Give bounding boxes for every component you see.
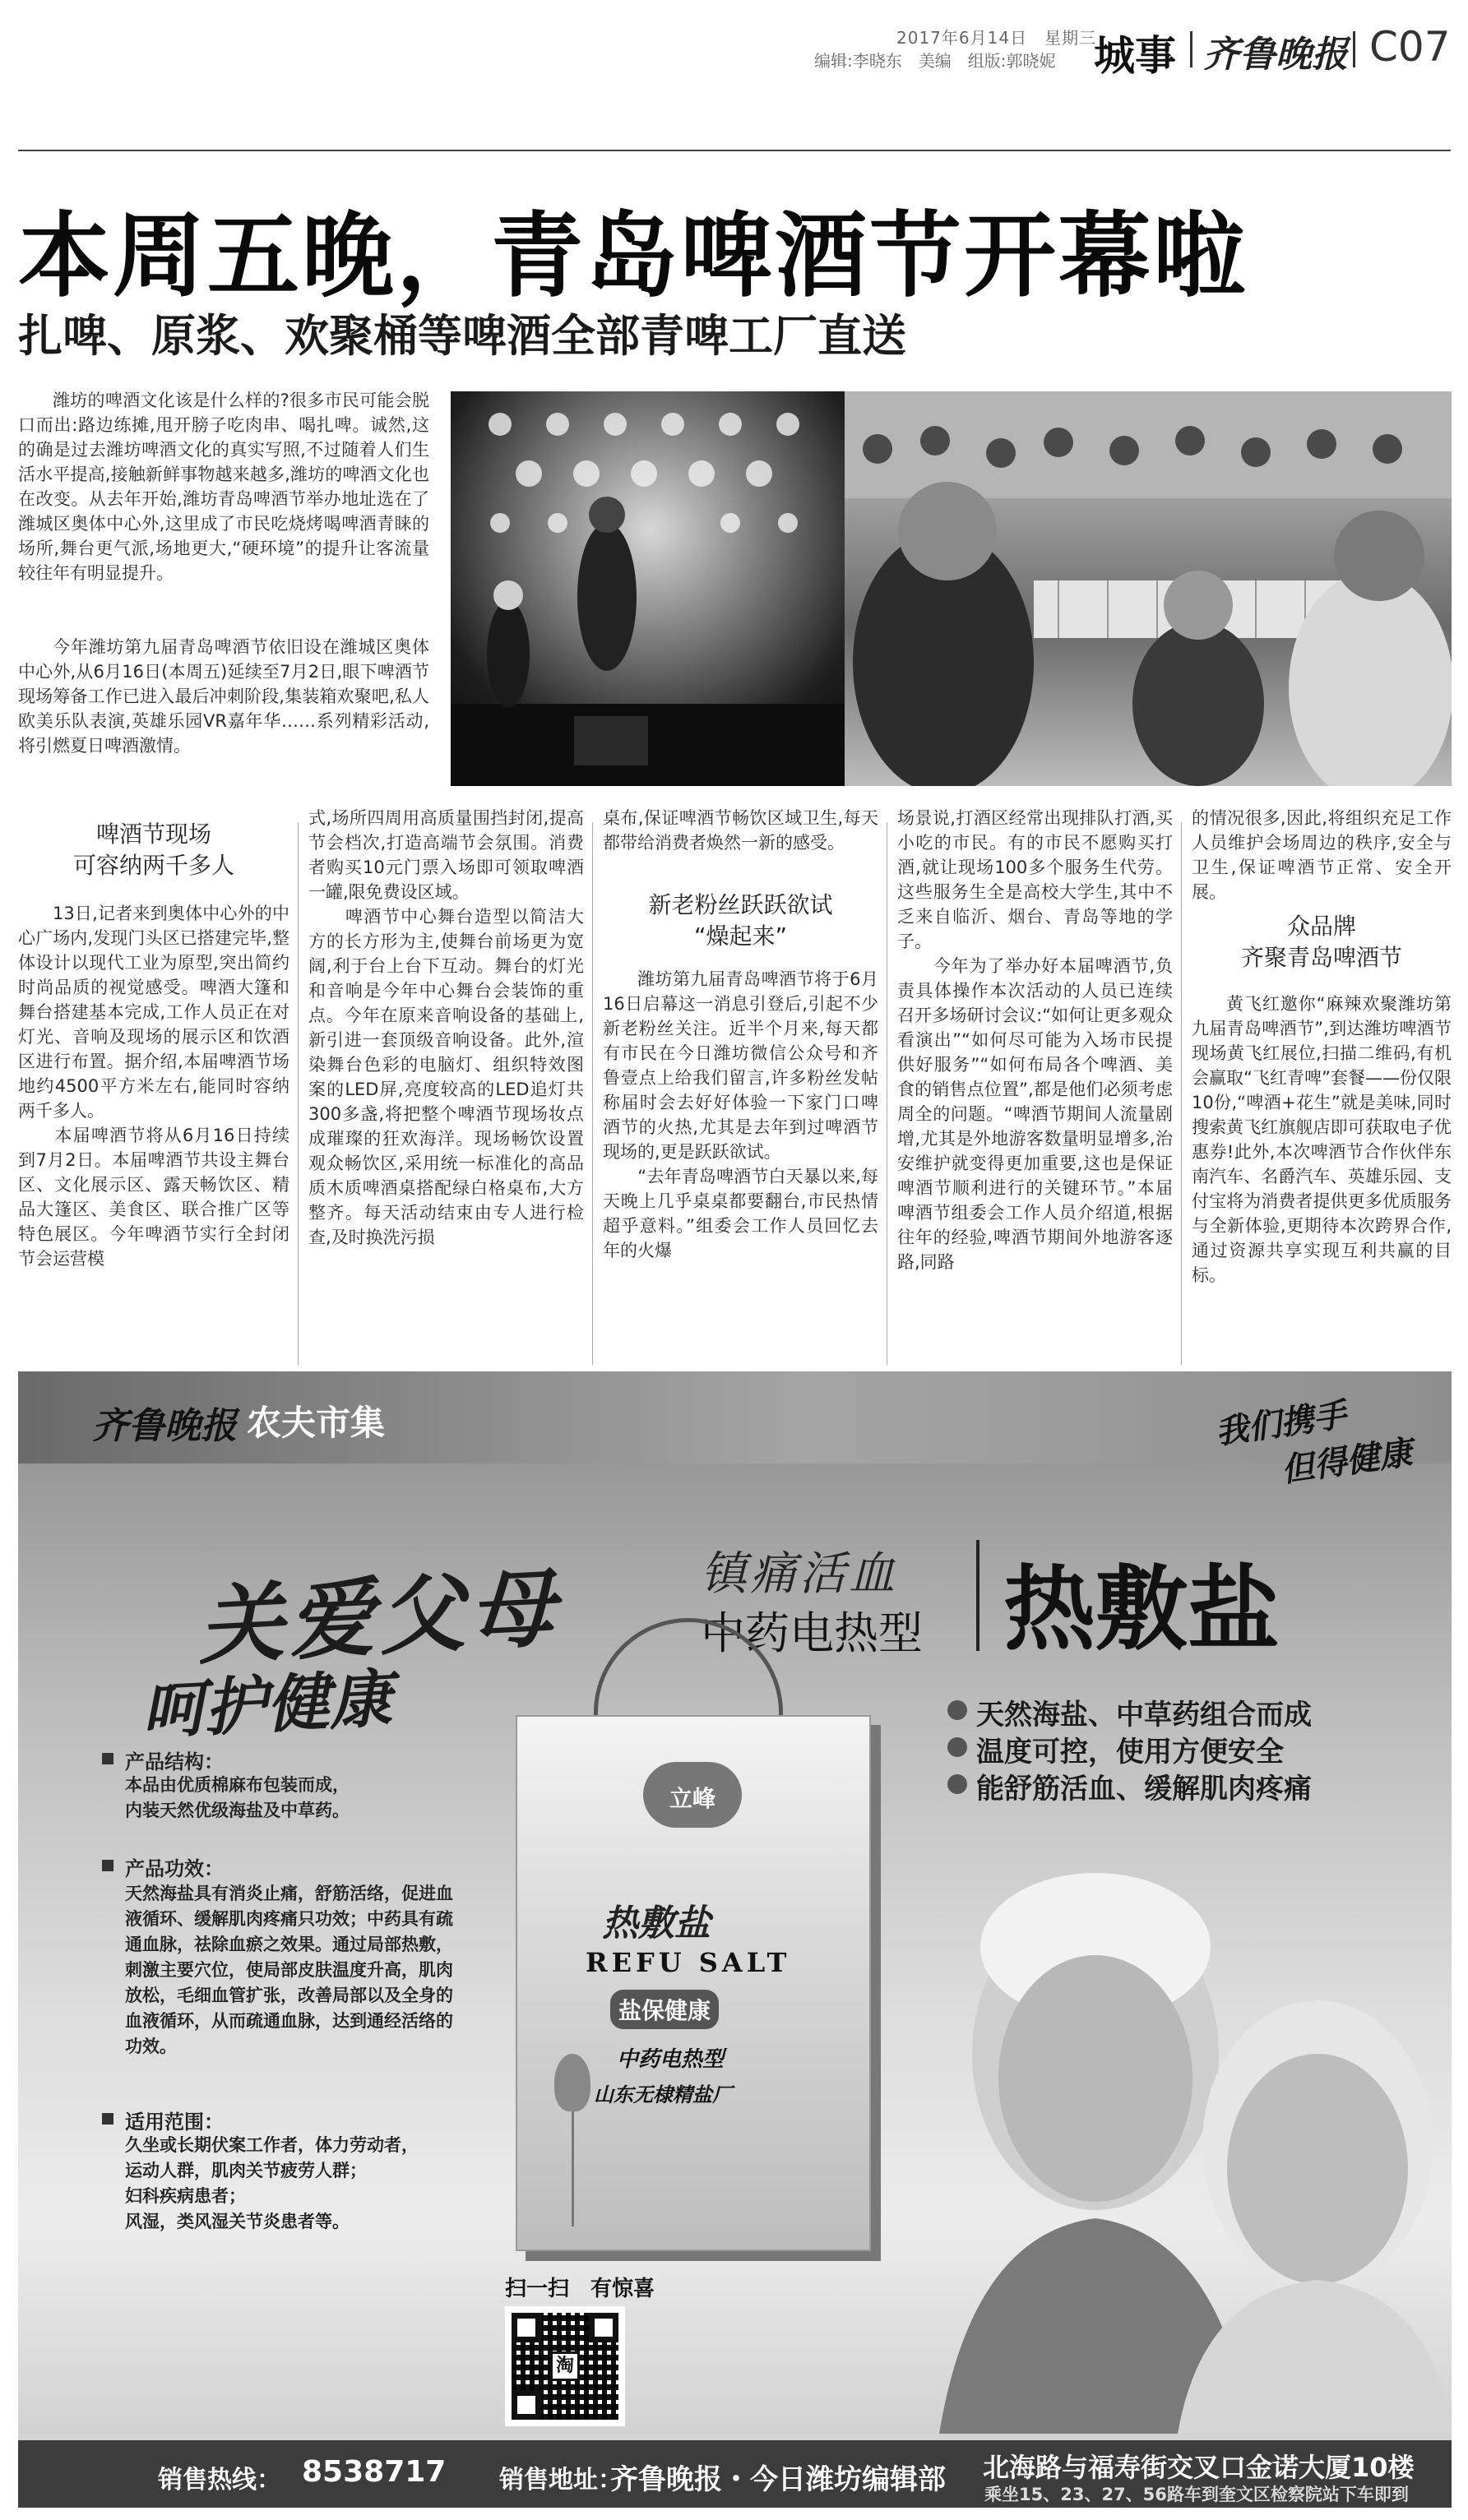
ad-motto-line1: 我们携手: [1213, 1396, 1349, 1452]
ad-product-type: 中药电热型: [701, 1607, 923, 1659]
bullet-icon: [947, 1774, 967, 1794]
stage-photo-art: [451, 391, 851, 786]
ad-feature-3: 能舒筋活血、缓解肌肉疼痛: [976, 1773, 1312, 1806]
ad-paper-logo: 齐鲁晚报: [92, 1405, 237, 1447]
header-divider: [1190, 31, 1192, 67]
qr-pattern: [512, 2313, 618, 2420]
bullet-square-icon: [102, 1753, 113, 1764]
info-effect-heading: 产品功效：: [125, 1857, 224, 1880]
box-slogan: 盐保健康: [610, 1990, 719, 2029]
ad-brand-slogan: 镇痛活血: [701, 1547, 898, 1601]
page-number: C07: [1369, 23, 1451, 71]
col5-heading: 众品牌 齐聚青岛啤酒节: [1240, 913, 1402, 971]
ad-motto-line2: 但得健康: [1279, 1434, 1415, 1490]
column-rule: [1181, 822, 1182, 1365]
ad-care-slogan-2: 呵护健康: [140, 1662, 394, 1748]
ad-title-divider: [976, 1540, 979, 1651]
intro-paragraph-1: 潍坊的啤酒文化该是什么样的?很多市民可能会脱口而出:路边练摊,甩开膀子吃肉串、喝扎啤。诚然,这的确是过去潍坊啤酒文化的真实写照,不过随着人们生活水平提高,接触新鲜事物越来越多,潍坊的啤酒文化也在改变。从去年开始,潍坊青岛啤酒节举办地址选在了潍城区奥体中心外,这里成了市民吃烧烤喝啤酒青睐的场所,舞台更气派,场地更大,“硬环境”的提升让客流量较往年有明显提升。: [18, 391, 429, 583]
col3-text-a: 桌布,保证啤酒节畅饮区域卫生,每天都带给消费者焕然一新的感受。: [603, 808, 878, 853]
ad-market-title: 农夫市集: [247, 1403, 386, 1443]
editor-credits: 编辑:李晓东 美编 组版:郭晓妮: [814, 51, 1056, 71]
col1-heading: 啤酒节现场 可容纳两千多人: [72, 821, 234, 879]
info-structure-heading: 产品结构：: [125, 1750, 224, 1773]
address-label: 销售地址：: [499, 2466, 623, 2495]
ad-product-name: 热敷盐: [1003, 1556, 1280, 1663]
paper-logo: 齐鲁晚报: [1203, 34, 1348, 76]
box-maker: 山东无棣精盐厂: [594, 2083, 732, 2106]
hotline-label: 销售热线：: [158, 2466, 281, 2495]
location-address: 北海路与福寿街交叉口金诺大厦10楼: [983, 2452, 1415, 2483]
header-divider: [1353, 31, 1355, 67]
ad-care-slogan-1: 关爱父母: [195, 1557, 563, 1677]
article-subhead: 扎啤、原浆、欢聚桶等啤酒全部青啤工厂直送: [18, 310, 906, 362]
article-headline: 本周五晚，青岛啤酒节开幕啦: [18, 203, 1248, 310]
qr-corner: [512, 2313, 541, 2342]
heat-salt-advertisement: [18, 1371, 1452, 2508]
col3-text-b: 潍坊第九届青岛啤酒节将于6月16日启幕这一消息引登后,引起不少新老粉丝关注。近半个月来,每天都有市民在今日潍坊微信公众号和齐鲁壹点上给我们留言,许多粉丝发帖称届时会去好好体验一下家门口啤酒节的火热,尤其是去年到过啤酒节现场的,更是跃跃欲试。 “去年青岛啤酒节白天暴以来,每天晚上几乎桌桌都要翻台,市民热情超乎意料。”组委会工作人员回忆去年的火爆: [603, 969, 878, 1260]
box-name-en: REFU SALT: [586, 1947, 791, 1978]
lotus-stem: [572, 2111, 574, 2226]
col5-text-b: 黄飞红邀你“麻辣欢聚潍坊第九届青岛啤酒节”,到达潍坊啤酒节现场黄飞红展位,扫描二维码,有机会赢取“飞红青啤”套餐——份仅限10份,“啤酒+花生”就是美味,同时搜索黄飞红旗舰店即可获取电子优惠券!此外,本次啤酒节合作伙伴东南汽车、名爵汽车、英雄乐园、支付宝将为消费者提供更多优质服务与全新体验,更期待本次跨界合作,通过资源共享实现互利共赢的目标。: [1192, 994, 1452, 1285]
stage-performance-photo: [451, 391, 851, 786]
bullet-icon: [947, 1700, 967, 1720]
ad-feature-2: 温度可控，使用方便安全: [976, 1736, 1284, 1769]
qr-corner: [512, 2390, 541, 2420]
brand-emblem-text: 立峰: [669, 1785, 715, 1812]
qr-corner: [589, 2313, 618, 2342]
elderly-couple-image: [923, 1848, 1452, 2434]
col4-text: 场景说,打酒区经常出现排队打酒,买小吃的市民。有的市民不愿购买打酒,就让现场100多个服务生代劳。这些服务生全是高校大学生,其中不乏来自临沂、烟台、青岛等地的学子。 今年为了举办好本届啤酒节,负责具体操作本次活动的人员已连续召开多场研讨会议:“如何让更多观众看演出”“如何尽可能为入场市民提供好服务”“如何布局各个啤酒、美食的销售点位置”,都是他们必须考虑周全的问题。“啤酒节期间人流量剧增,尤其是外地游客数量明显增多,治安维护就变得更加重要,这也是保证啤酒节顺利进行的关键环节。”本届啤酒节组委会工作人员介绍道,根据往年的经验,啤酒节期间外地游客逐路,同路: [897, 808, 1173, 1272]
qr-caption: 扫一扫 有惊喜: [505, 2277, 655, 2301]
col3-heading: 新老粉丝跃跃欲试 “燥起来”: [648, 891, 833, 950]
bullet-square-icon: [102, 2113, 113, 2125]
column-rule: [592, 822, 593, 1365]
bullet-icon: [947, 1737, 967, 1757]
intro-paragraph-2: 今年潍坊第九届青岛啤酒节依旧设在潍城区奥体中心外,从6月16日(本周五)延续至7月2日,眼下啤酒节现场筹备工作已进入最后冲刺阶段,集装箱欢聚吧,私人欧美乐队表演,英雄乐园VR嘉年华……系列精彩活动,将引燃夏日啤酒激情。: [18, 637, 429, 756]
info-effect-text: 天然海盐具有消炎止痛，舒筋活络，促进血液循环、缓解肌肉疼痛只功效；中药具有疏通血脉，祛除血瘀之效果。通过局部热敷，刺激主要穴位，使局部皮肤温度升高，肌肉放松，毛细血管扩张，改善局部以及全身的血液循环，从而疏通血脉，达到通经活络的功效。: [125, 1884, 453, 2056]
box-name-cn: 热敷盐: [602, 1903, 711, 1944]
hotline-number: 8538717: [302, 2455, 447, 2489]
box-type: 中药电热型: [617, 2047, 725, 2072]
beer-festival-crowd-photo: [845, 391, 1452, 786]
info-usage-heading: 适用范围：: [125, 2111, 224, 2134]
info-usage-text: 久坐或长期伏案工作者，体力劳动者， 运动人群，肌肉关节疲劳人群； 妇科疾病患者； 风湿，类风湿关节炎患者等。: [125, 2135, 419, 2231]
bullet-square-icon: [102, 1860, 113, 1871]
bus-directions: 乘坐15、23、27、56路车到奎文区检察院站下车即到: [984, 2485, 1409, 2504]
qr-code[interactable]: [505, 2306, 625, 2426]
crowd-photo-art: [845, 391, 1452, 786]
column-rule: [298, 822, 299, 1365]
col1-text: 13日,记者来到奥体中心外的中心广场内,发现门头区已搭建完毕,整体设计以现代工业为原型,突出简约时尚品质的视觉感受。啤酒大篷和舞台搭建基本完成,工作人员正在对灯光、音响及现场的展示区和饮酒区进行布置。据介绍,本届啤酒节场地约4500平方米左右,能同时容纳两千多人。 本届啤酒节将从6月16日持续到7月2日。本届啤酒节共设主舞台区、文化展示区、露天畅饮区、精品大篷区、美食区、联合推广区等特色展区。今年啤酒节实行全封闭节会运营模: [18, 904, 289, 1269]
info-structure-text: 本品由优质棉麻布包装而成， 内装天然优级海盐及中草药。: [125, 1775, 350, 1820]
header-rule: [18, 150, 1451, 151]
col2-text: 式,场所四周用高质量围挡封闭,提高节会档次,打造高端节会氛围。消费者购买10元门票入场即可领取啤酒一罐,限免费设区域。 啤酒节中心舞台造型以简洁大方的长方形为主,使舞台前场更为宽阔,利于台上台下互动。舞台的灯光和音响是今年中心舞台会装饰的重点。今年在原来音响设备的基础上,新引进一套顶级音响设备。此外,渲染舞台色彩的电脑灯、组织特效图案的LED屏,亮度较高的LED追灯共300多盏,将把整个啤酒节现场妆点成璀璨的狂欢海洋。现场畅饮设置观众畅饮区,采用统一标准化的高品质木质啤酒桌搭配绿白格桌布,大方整齐。每天活动结束由专人进行检查,及时换洗污损: [308, 808, 584, 1247]
lotus-icon: [554, 2054, 590, 2111]
issue-date: 2017年6月14日 星期三: [896, 28, 1097, 48]
ad-feature-1: 天然海盐、中草药组合而成: [976, 1699, 1312, 1732]
taobao-icon: 淘: [550, 2351, 580, 2381]
section-title: 城事: [1094, 32, 1176, 80]
col5-text-a: 的情况很多,因此,将组织充足工作人员维护会场周边的秩序,安全与卫生,保证啤酒节正常、安全开展。: [1192, 808, 1452, 902]
sales-address: 齐鲁晚报・今日潍坊编辑部: [610, 2463, 946, 2496]
